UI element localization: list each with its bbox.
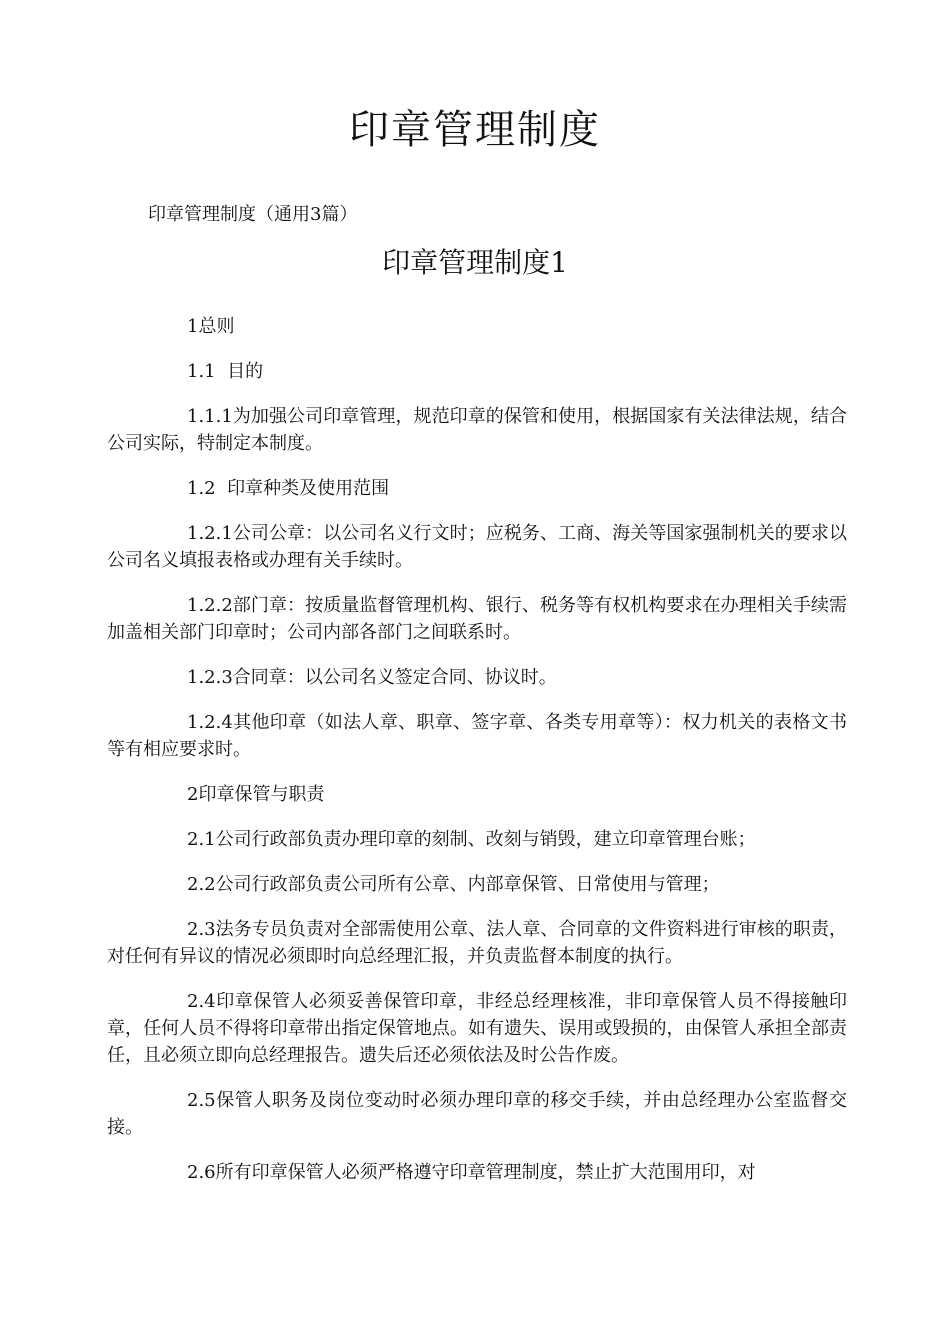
- paragraph: 1.2.4其他印章（如法人章、职章、签字章、各类专用章等）：权力机关的表格文书等有相应要求时。: [107, 712, 847, 760]
- paragraph: 2.3法务专员负责对全部需使用公章、法人章、合同章的文件资料进行审核的职责，对任何有异议的情况必须即时向总经理汇报，并负责监督本制度的执行。: [107, 919, 847, 967]
- paragraph: 2印章保管与职责: [187, 784, 325, 805]
- paragraph: 2.4印章保管人必须妥善保管印章，非经总经理核准，非印章保管人员不得接触印章，任何人员不得将印章带出指定保管地点。如有遗失、误用或毁损的，由保管人承担全部责任，且必须立即向总经理报告。遗失后还必须依法及时公告作废。: [107, 991, 847, 1066]
- paragraph: 2.6所有印章保管人必须严格遵守印章管理制度，禁止扩大范围用印，对: [187, 1162, 756, 1183]
- paragraph: 2.1公司行政部负责办理印章的刻制、改刻与销毁，建立印章管理台账；: [187, 829, 756, 850]
- section-title: 印章管理制度1: [382, 246, 568, 279]
- paragraph: 1.1.1为加强公司印章管理，规范印章的保管和使用，根据国家有关法律法规，结合公司实际，特制定本制度。: [107, 406, 847, 454]
- paragraph: 1.2.2部门章：按质量监督管理机构、银行、税务等有权机构要求在办理相关手续需加盖相关部门印章时；公司内部各部门之间联系时。: [107, 595, 847, 643]
- paragraph: 1.2.3合同章：以公司名义签定合同、协议时。: [187, 667, 557, 688]
- paragraph: 1.1 目的: [187, 361, 264, 382]
- document-title: 印章管理制度: [349, 107, 601, 153]
- document-body: [107, 313, 847, 1204]
- paragraph: 1.2 印章种类及使用范围: [187, 478, 390, 499]
- paragraph: 2.2公司行政部负责公司所有公章、内部章保管、日常使用与管理；: [187, 874, 720, 895]
- paragraph: 1总则: [187, 316, 235, 337]
- document-subtitle: 印章管理制度（通用3篇）: [148, 204, 358, 225]
- paragraph: 1.2.1公司公章：以公司名义行文时；应税务、工商、海关等国家强制机关的要求以公司名义填报表格或办理有关手续时。: [107, 523, 847, 571]
- paragraph: 2.5保管人职务及岗位变动时必须办理印章的移交手续，并由总经理办公室监督交接。: [107, 1090, 847, 1138]
